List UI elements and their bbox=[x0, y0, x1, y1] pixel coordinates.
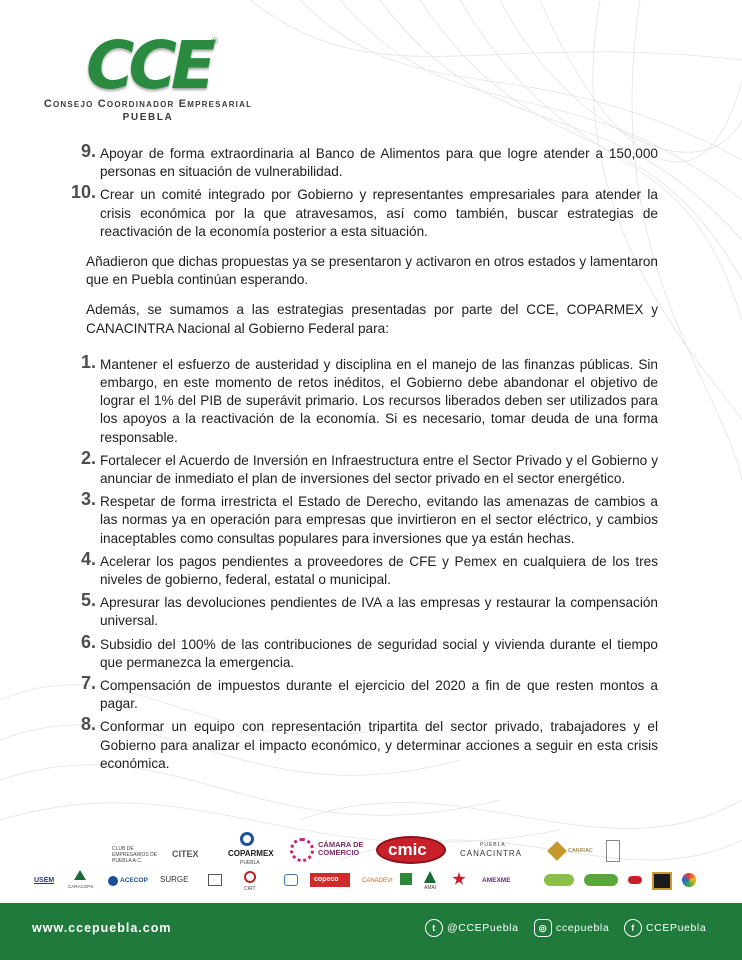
amai-icon bbox=[424, 871, 436, 883]
sponsor-emblem-icon bbox=[606, 840, 620, 862]
acecop-logo: ACECOP bbox=[120, 877, 148, 884]
sponsor-logos-row-1 bbox=[110, 832, 630, 870]
list-item bbox=[80, 673, 658, 713]
sponsor-green-badge-icon bbox=[544, 874, 574, 886]
acecop-icon bbox=[108, 876, 118, 886]
logo-city: PUEBLA bbox=[122, 112, 174, 123]
document-body bbox=[70, 141, 658, 778]
facebook-link[interactable] bbox=[624, 917, 706, 939]
paragraph-proposals: Añadieron que dichas propuestas ya se presentaron y activaron en otros estados y lamentaron que en Puebla continúan esperando. bbox=[86, 254, 658, 288]
item-text: Mantener el esfuerzo de austeridad y disciplina en el manejo de las finanzas públicas. Sin embargo, en este momento de retos inéditos, el Gobierno debe abandonar el objetivo de lograr el 1% del PIB de superávit primario. Los recursos liberados deben ser utilizados para los apoyos a la reactivación de la economía. Si es necesario, tomar deuda de una forma responsable. bbox=[100, 356, 658, 445]
citex-logo: CITEX bbox=[172, 849, 199, 859]
facebook-icon: f bbox=[624, 919, 642, 937]
club-empresarios-logo: CLUB DE EMPRESARIOS DE PUEBLA A.C. bbox=[112, 846, 158, 864]
camara-comercio-logo: CÁMARA DE COMERCIO bbox=[318, 840, 364, 857]
instagram-handle: ccepuebla bbox=[556, 922, 610, 934]
sponsor-green-icon bbox=[400, 873, 412, 885]
twitter-icon: t bbox=[425, 919, 443, 937]
sponsor-wave-icon bbox=[284, 874, 298, 886]
cce-logo-mark bbox=[32, 30, 264, 98]
twitter-handle: @CCEPuebla bbox=[447, 922, 519, 934]
sponsor-leaf-icon bbox=[584, 874, 618, 886]
sponsor-box-icon bbox=[208, 874, 222, 886]
item-text: Fortalecer el Acuerdo de Inversión en Infraestructura entre el Sector Privado y el Gobierno y anunciar de inmediato el plan de inversiones del sector privado en el sector energético. bbox=[100, 452, 658, 487]
logo-org-name: Consejo Coordinador Empresarial bbox=[43, 98, 253, 110]
list-item bbox=[80, 351, 658, 447]
coparmex-sub: PUEBLA bbox=[240, 860, 260, 866]
proposal-list-a bbox=[70, 141, 658, 241]
item-text: Acelerar los pagos pendientes a proveedores de CFE y Pemex en cualquiera de los tres niveles de gobierno, federal, estatal o municipal. bbox=[100, 553, 658, 588]
cirt-logo: CIRT bbox=[244, 886, 256, 892]
list-item bbox=[80, 590, 658, 630]
caracops-logo: CARACOPS bbox=[68, 884, 94, 889]
instagram-icon: ◎ bbox=[534, 919, 552, 937]
cmic-logo: cmic bbox=[388, 840, 427, 859]
amexme-logo: AMEXME bbox=[482, 877, 511, 884]
list-item bbox=[80, 141, 658, 181]
twitter-link[interactable] bbox=[425, 917, 519, 939]
cirt-icon bbox=[244, 871, 256, 883]
item-number: 5. bbox=[80, 590, 96, 611]
canacintra-logo: CANACINTRA bbox=[460, 849, 523, 858]
canirac-icon bbox=[547, 841, 567, 861]
list-item bbox=[80, 714, 658, 773]
list-item bbox=[80, 447, 658, 488]
canadevi-logo: CANADEVI bbox=[362, 878, 393, 884]
sponsor-rainbow-icon bbox=[682, 873, 696, 887]
list-item bbox=[70, 182, 658, 241]
item-number: 7. bbox=[80, 673, 96, 694]
camara-icon bbox=[290, 838, 314, 862]
list-item bbox=[80, 548, 658, 589]
caracops-icon bbox=[74, 870, 86, 880]
canacintra-top: PUEBLA bbox=[480, 842, 506, 848]
list-item bbox=[80, 489, 658, 548]
item-text: Apresurar las devoluciones pendientes de IVA a las empresas y restaurar la compensación universal. bbox=[100, 595, 658, 629]
footer-bar bbox=[0, 903, 742, 960]
website-link[interactable]: www.ccepuebla.com bbox=[32, 921, 172, 935]
surge-logo: SURGE bbox=[160, 875, 189, 884]
item-text: Compensación de impuestos durante el ejercicio del 2020 a fin de que resten montos a pagar. bbox=[100, 678, 658, 712]
item-text: Apoyar de forma extraordinaria al Banco de Alimentos para que logre atender a 150,000 personas en situación de vulnerabilidad. bbox=[100, 146, 658, 180]
canirac-logo: CANIRAC bbox=[568, 848, 593, 854]
cce-logo bbox=[32, 30, 264, 126]
item-number: 8. bbox=[80, 714, 96, 735]
usem-logo: USEM bbox=[34, 877, 55, 884]
sponsor-dark-icon bbox=[652, 872, 672, 890]
item-text: Respetar de forma irrestricta el Estado de Derecho, evitando las amenazas de cambios a las normas ya en operación para empresas que invirtieron en el sector eléctrico, y cambios inaceptables como consultas populares para inversiones que ya están hechas. bbox=[100, 494, 658, 546]
coparmex-icon bbox=[240, 832, 254, 846]
item-number: 1. bbox=[80, 351, 96, 372]
star-icon bbox=[452, 872, 466, 886]
item-text: Conformar un equipo con representación tripartita del sector privado, trabajadores y el Gobierno para analizar el impacto económico, y determinar acciones a seguir en esta crisis económica. bbox=[100, 719, 658, 771]
copeco-logo: copeco bbox=[314, 876, 339, 883]
item-number: 4. bbox=[80, 548, 96, 569]
item-text: Crear un comité integrado por Gobierno y representantes empresariales para atender la crisis económica por la que atravesamos, así como también, buscar estrategias de reactivación de la economía posterior a esta situación. bbox=[100, 187, 658, 239]
coparmex-logo: COPARMEX bbox=[228, 849, 274, 858]
paragraph-strategies: Además, se sumamos a las estrategias presentadas por parte del CCE, COPARMEX y CANACINTRA Nacional al Gobierno Federal para: bbox=[86, 302, 658, 336]
strategy-list bbox=[80, 351, 658, 773]
item-number: 9. bbox=[80, 141, 96, 161]
sponsor-logos-row-2 bbox=[28, 868, 718, 894]
item-text: Subsidio del 100% de las contribuciones de seguridad social y vivienda durante el tiempo que permanezca la emergencia. bbox=[100, 636, 658, 670]
item-number: 2. bbox=[80, 447, 96, 468]
amai-logo: AMAI bbox=[424, 885, 437, 891]
item-number: 6. bbox=[80, 631, 96, 652]
facebook-handle: CCEPuebla bbox=[646, 922, 707, 934]
list-item bbox=[80, 631, 658, 672]
item-number: 10. bbox=[70, 182, 96, 203]
item-number: 3. bbox=[80, 489, 96, 510]
instagram-link[interactable] bbox=[534, 917, 609, 939]
sponsor-red-icon bbox=[628, 876, 642, 884]
logo-letters: CCE bbox=[86, 30, 210, 98]
registered-mark: ® bbox=[210, 37, 219, 47]
